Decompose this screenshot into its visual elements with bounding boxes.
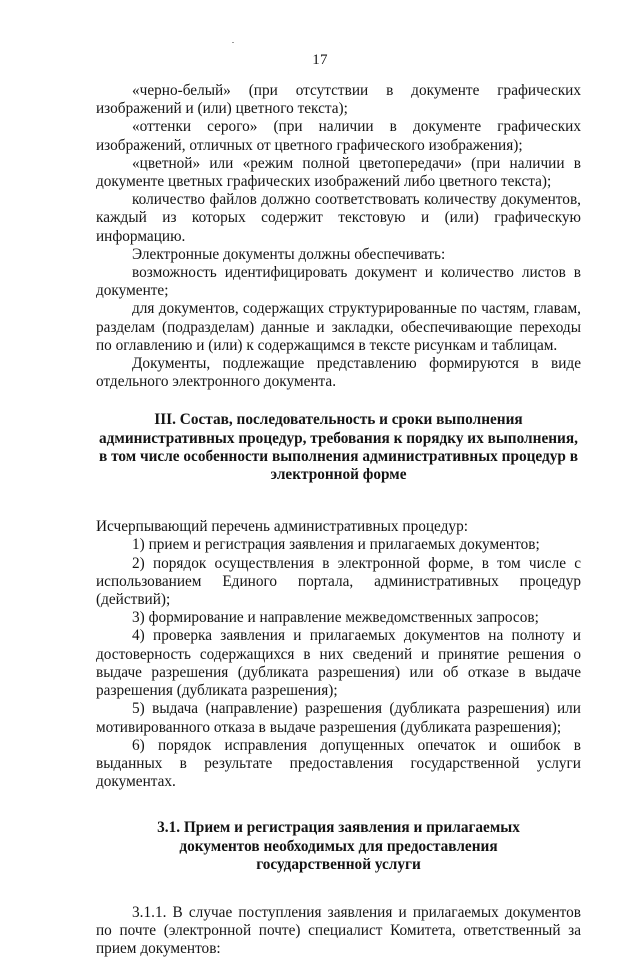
paragraph-separate-document: Документы, подлежащие представлению формируются в виде отдельного электронного документа. [96, 355, 581, 391]
procedure-item: 3) формирование и направление межведомственных запросов; [132, 609, 539, 627]
spacer [96, 484, 581, 518]
paragraph-identify-document: возможность идентифицировать документ и количество листов в документе; [96, 264, 581, 300]
paragraph-grayscale: «оттенки серого» (при наличии в документе графических изображений, отличных от цветного графического изображения); [96, 118, 581, 154]
procedure-item: 6) порядок исправления допущенных опечаток и ошибок в выданных в результате предоставления государственной услуги документах. [96, 736, 581, 791]
procedure-item: 2) порядок осуществления в электронной форме, в том числе с использованием Единого портала, административных процедур (действий); [96, 554, 581, 609]
page-content [96, 82, 581, 959]
paragraph-bw: «черно-белый» (при отсутствии в документе графических изображений и (или) цветного текста); [96, 82, 581, 118]
procedure-item: 5) выдача (направление) разрешения (дубликата разрешения) или мотивированного отказа в выдаче разрешения (дубликата разрешения); [96, 700, 581, 736]
page-number: 17 [312, 52, 328, 68]
section-heading: III. Состав, последовательность и сроки выполнения административных процедур, требования к порядку их выполнения, в том числе особенности выполнения административных процедур в электронной форме [98, 411, 578, 484]
procedure-item: 1) прием и регистрация заявления и прилагаемых документов; [132, 536, 540, 554]
procedures-list [96, 536, 581, 791]
spacer [96, 874, 581, 904]
subsection-heading: 3.1. Прием и регистрация заявления и прилагаемых документов необходимых для предоставления государственной услуги [157, 819, 520, 873]
spacer [96, 391, 581, 411]
paragraph-color: «цветной» или «режим полной цветопередачи» (при наличии в документе цветных графических изображений либо цветного текста); [96, 154, 581, 191]
paragraph-edocs-requirements: Электронные документы должны обеспечивать: [132, 245, 446, 263]
paragraph-file-count: количество файлов должно соответствовать количеству документов, каждый из которых содержит текстовую и (или) графическую информацию. [96, 191, 581, 245]
procedure-item: 4) проверка заявления и прилагаемых документов на полноту и достоверность содержащихся в них сведений и принятие решения о выдаче разрешения (дубликата разрешения) или об отказе в выдаче разрешения (дубликата разрешения); [96, 627, 581, 700]
scan-speck [232, 42, 234, 43]
paragraph-3-1-1: 3.1.1. В случае поступления заявления и прилагаемых документов по почте (электронной почте) специалист Комитета, ответственный за прием документов: [96, 903, 581, 958]
spacer [96, 791, 581, 819]
procedures-intro: Исчерпывающий перечень административных процедур: [96, 518, 468, 536]
paragraph-structured-docs: для документов, содержащих структурированные по частям, главам, разделам (подразделам) данные и закладки, обеспечивающие переходы по оглавлению и (или) к содержащимся в тексте рисункам и таблицам. [96, 300, 581, 354]
